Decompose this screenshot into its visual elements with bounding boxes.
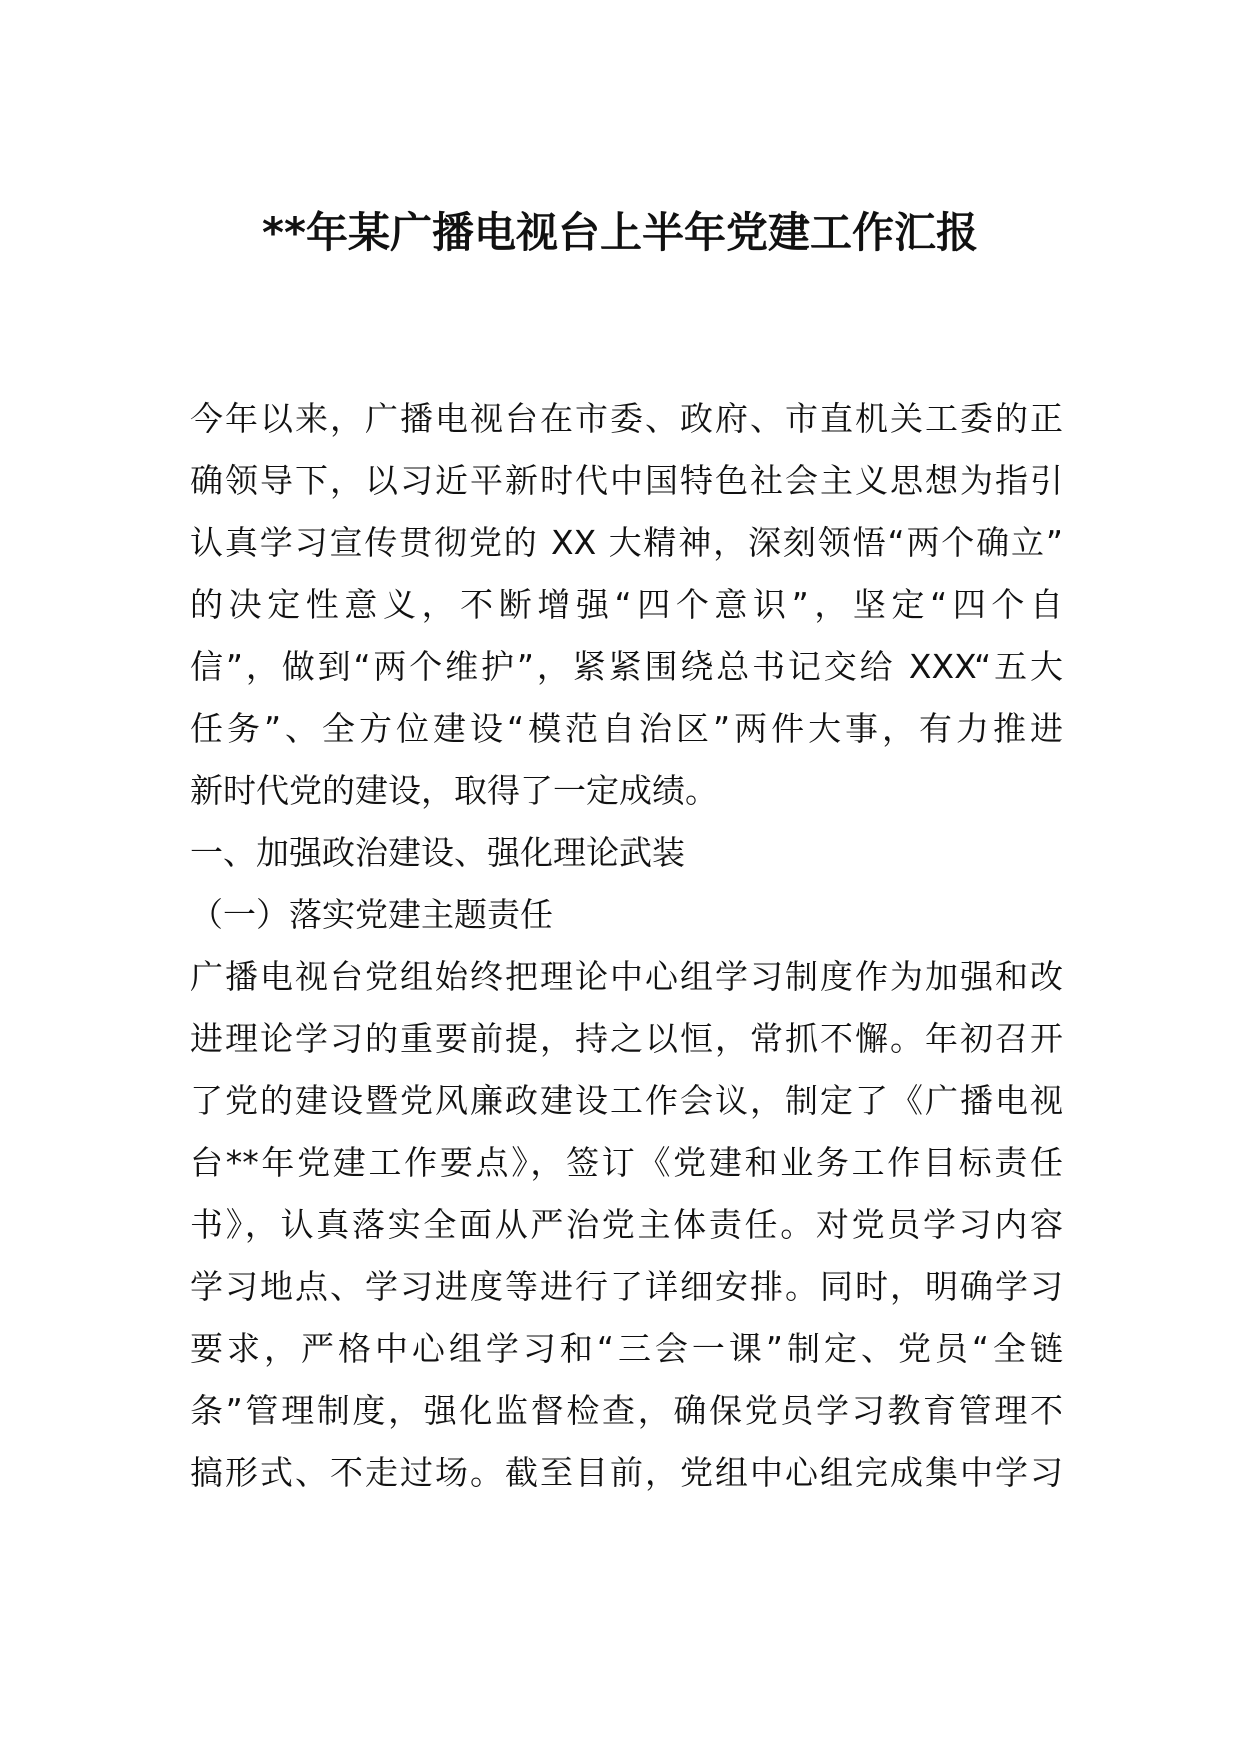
text-line: 学习地点、学习进度等进行了详细安排。同时，明确学习 <box>190 1267 1063 1306</box>
text-line: 的决定性意义，不断增强“四个意识”，坚定“四个自 <box>190 585 1063 624</box>
text-line: 进理论学习的重要前提，持之以恒，常抓不懈。年初召开 <box>190 1019 1063 1058</box>
text-line: 今年以来，广播电视台在市委、政府、市直机关工委的正 <box>190 399 1063 438</box>
text-line: （一）落实党建主题责任 <box>190 895 553 934</box>
text-line: 认真学习宣传贯彻党的 XX 大精神，深刻领悟“两个确立” <box>190 523 1063 562</box>
text-line: 一、加强政治建设、强化理论武装 <box>190 833 685 872</box>
text-line: 搞形式、不走过场。截至目前，党组中心组完成集中学习 <box>190 1453 1063 1492</box>
text-line: 了党的建设暨党风廉政建设工作会议，制定了《广播电视 <box>190 1081 1063 1120</box>
document-title: **年某广播电视台上半年党建工作汇报 <box>262 208 978 257</box>
text-line: 新时代党的建设，取得了一定成绩。 <box>190 771 718 810</box>
text-line: 确领导下，以习近平新时代中国特色社会主义思想为指引 <box>190 461 1063 500</box>
text-line: 广播电视台党组始终把理论中心组学习制度作为加强和改 <box>190 957 1063 996</box>
text-line: 要求，严格中心组学习和“三会一课”制定、党员“全链 <box>190 1329 1063 1368</box>
document-body <box>190 388 1063 1504</box>
text-line: 信”，做到“两个维护”，紧紧围绕总书记交给 XXX“五大 <box>190 647 1063 686</box>
text-line: 书》，认真落实全面从严治党主体责任。对党员学习内容 <box>190 1205 1063 1244</box>
text-line: 台**年党建工作要点》，签订《党建和业务工作目标责任 <box>190 1143 1063 1182</box>
text-line: 任务”、全方位建设“模范自治区”两件大事，有力推进 <box>190 709 1063 748</box>
text-line: 条”管理制度，强化监督检查，确保党员学习教育管理不 <box>190 1391 1063 1430</box>
